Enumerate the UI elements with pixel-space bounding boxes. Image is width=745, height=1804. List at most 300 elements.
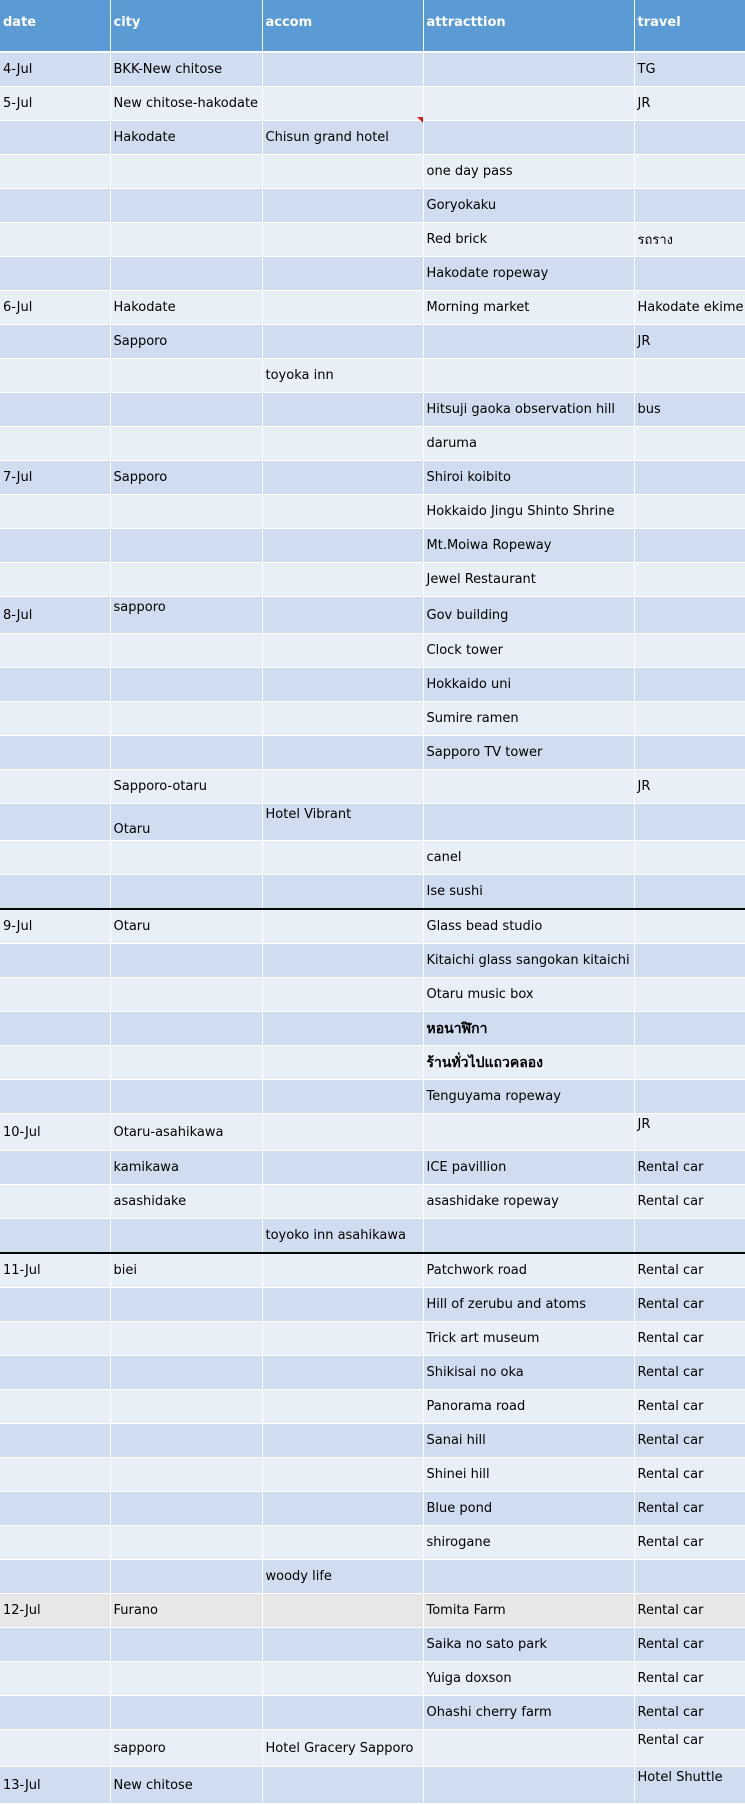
cell-accom[interactable] [262, 1390, 423, 1424]
cell-date[interactable]: 10-Jul [0, 1114, 110, 1151]
cell-city[interactable] [110, 427, 262, 461]
cell-attraction[interactable]: Shiroi koibito [423, 461, 634, 495]
cell-travel[interactable]: Hotel Shuttle [634, 1767, 745, 1804]
cell-attraction[interactable]: Shinei hill [423, 1458, 634, 1492]
cell-city[interactable]: asashidake [110, 1185, 262, 1219]
cell-attraction[interactable]: Sapporo TV tower [423, 736, 634, 770]
cell-city[interactable] [110, 189, 262, 223]
cell-travel[interactable] [634, 461, 745, 495]
cell-city[interactable] [110, 978, 262, 1012]
header-attraction[interactable]: attracttion [423, 0, 634, 52]
cell-date[interactable] [0, 359, 110, 393]
cell-accom[interactable] [262, 1080, 423, 1114]
cell-date[interactable] [0, 495, 110, 529]
cell-city[interactable]: New chitose-hakodate [110, 87, 262, 121]
table-row [0, 1662, 745, 1696]
cell-attraction[interactable] [423, 1560, 634, 1594]
cell-date[interactable] [0, 1526, 110, 1560]
cell-date[interactable] [0, 668, 110, 702]
cell-accom[interactable] [262, 909, 423, 944]
cell-date[interactable]: 5-Jul [0, 87, 110, 121]
cell-attraction[interactable] [423, 1114, 634, 1151]
cell-date[interactable] [0, 1185, 110, 1219]
cell-attraction[interactable]: Ise sushi [423, 875, 634, 910]
cell-attraction[interactable]: Shikisai no oka [423, 1356, 634, 1390]
table-row [0, 1253, 745, 1288]
cell-accom[interactable] [262, 978, 423, 1012]
cell-attraction[interactable] [423, 359, 634, 393]
cell-city[interactable]: kamikawa [110, 1151, 262, 1185]
cell-accom[interactable] [262, 325, 423, 359]
table-row [0, 1560, 745, 1594]
cell-attraction[interactable]: Hitsuji gaoka observation hill [423, 393, 634, 427]
cell-city[interactable]: New chitose [110, 1767, 262, 1804]
cell-travel[interactable]: Rental car [634, 1662, 745, 1696]
cell-attraction[interactable]: Glass bead studio [423, 909, 634, 944]
table-row [0, 1458, 745, 1492]
cell-travel[interactable]: รถราง [634, 223, 745, 257]
cell-attraction[interactable]: Tenguyama ropeway [423, 1080, 634, 1114]
cell-attraction[interactable]: Yuiga doxson [423, 1662, 634, 1696]
table-row [0, 1012, 745, 1046]
cell-attraction[interactable]: Hokkaido Jingu Shinto Shrine [423, 495, 634, 529]
cell-accom[interactable] [262, 1046, 423, 1080]
cell-date[interactable] [0, 702, 110, 736]
cell-accom[interactable] [262, 702, 423, 736]
table-row [0, 944, 745, 978]
cell-city[interactable] [110, 1356, 262, 1390]
cell-accom[interactable] [262, 841, 423, 875]
cell-date[interactable] [0, 257, 110, 291]
cell-city[interactable] [110, 736, 262, 770]
cell-date[interactable] [0, 1219, 110, 1254]
cell-accom[interactable] [262, 1012, 423, 1046]
cell-date[interactable] [0, 393, 110, 427]
cell-accom[interactable] [262, 1458, 423, 1492]
cell-travel[interactable]: Rental car [634, 1390, 745, 1424]
cell-accom[interactable] [262, 875, 423, 910]
table-row [0, 393, 745, 427]
cell-accom[interactable] [262, 597, 423, 634]
cell-city[interactable] [110, 1046, 262, 1080]
cell-city[interactable] [110, 1458, 262, 1492]
cell-travel[interactable] [634, 359, 745, 393]
cell-accom[interactable] [262, 1356, 423, 1390]
cell-city[interactable]: sapporo [110, 597, 262, 634]
table-row [0, 155, 745, 189]
table-row [0, 597, 745, 634]
cell-date[interactable] [0, 634, 110, 668]
cell-travel[interactable]: JR [634, 1114, 745, 1151]
cell-travel[interactable]: Rental car [634, 1696, 745, 1730]
cell-travel[interactable] [634, 529, 745, 563]
cell-attraction[interactable] [423, 121, 634, 155]
cell-accom[interactable] [262, 1322, 423, 1356]
cell-city[interactable]: Hakodate [110, 291, 262, 325]
cell-date[interactable] [0, 155, 110, 189]
table-row [0, 668, 745, 702]
cell-accom[interactable]: woody life [262, 1560, 423, 1594]
cell-attraction[interactable]: Gov building [423, 597, 634, 634]
cell-city[interactable]: Sapporo [110, 461, 262, 495]
cell-accom[interactable] [262, 1492, 423, 1526]
cell-city[interactable] [110, 1219, 262, 1254]
cell-accom[interactable]: Hotel Vibrant [262, 804, 423, 841]
cell-date[interactable] [0, 1151, 110, 1185]
cell-travel[interactable] [634, 804, 745, 841]
cell-city[interactable]: BKK-New chitose [110, 52, 262, 87]
cell-accom[interactable] [262, 1696, 423, 1730]
cell-city[interactable] [110, 1424, 262, 1458]
cell-city[interactable]: Sapporo [110, 325, 262, 359]
cell-accom[interactable] [262, 1662, 423, 1696]
table-row [0, 325, 745, 359]
cell-travel[interactable]: Rental car [634, 1288, 745, 1322]
cell-city[interactable] [110, 634, 262, 668]
cell-travel[interactable] [634, 736, 745, 770]
cell-city[interactable]: sapporo [110, 1730, 262, 1767]
cell-city[interactable]: biei [110, 1253, 262, 1288]
table-row [0, 770, 745, 804]
cell-attraction[interactable]: Mt.Moiwa Ropeway [423, 529, 634, 563]
cell-date[interactable] [0, 1288, 110, 1322]
cell-accom[interactable] [262, 1288, 423, 1322]
cell-date[interactable] [0, 1628, 110, 1662]
cell-city[interactable] [110, 1322, 262, 1356]
cell-accom[interactable] [262, 1526, 423, 1560]
cell-accom[interactable]: Hotel Gracery Sapporo [262, 1730, 423, 1767]
cell-attraction[interactable]: Sanai hill [423, 1424, 634, 1458]
cell-city[interactable] [110, 1390, 262, 1424]
table-row [0, 1594, 745, 1628]
cell-date[interactable]: 12-Jul [0, 1594, 110, 1628]
cell-accom[interactable] [262, 427, 423, 461]
cell-date[interactable]: 4-Jul [0, 52, 110, 87]
cell-attraction[interactable]: Hill of zerubu and atoms [423, 1288, 634, 1322]
cell-travel[interactable] [634, 1560, 745, 1594]
cell-travel[interactable] [634, 1046, 745, 1080]
cell-accom[interactable] [262, 1767, 423, 1804]
cell-attraction[interactable]: Blue pond [423, 1492, 634, 1526]
table-row [0, 1288, 745, 1322]
cell-travel[interactable] [634, 634, 745, 668]
cell-attraction[interactable] [423, 1219, 634, 1254]
table-body [0, 52, 745, 1804]
cell-attraction[interactable]: canel [423, 841, 634, 875]
cell-accom[interactable] [262, 52, 423, 87]
cell-date[interactable] [0, 1560, 110, 1594]
cell-travel[interactable]: Rental car [634, 1185, 745, 1219]
cell-date[interactable] [0, 1730, 110, 1767]
cell-date[interactable] [0, 1458, 110, 1492]
cell-date[interactable] [0, 1390, 110, 1424]
cell-city[interactable] [110, 1526, 262, 1560]
cell-travel[interactable] [634, 1012, 745, 1046]
cell-accom[interactable] [262, 1114, 423, 1151]
cell-attraction[interactable]: Sumire ramen [423, 702, 634, 736]
cell-city[interactable] [110, 563, 262, 597]
cell-city[interactable] [110, 1560, 262, 1594]
cell-attraction[interactable] [423, 804, 634, 841]
cell-travel[interactable] [634, 155, 745, 189]
cell-travel[interactable]: Rental car [634, 1424, 745, 1458]
table-row [0, 634, 745, 668]
table-row [0, 1219, 745, 1254]
cell-date[interactable] [0, 1424, 110, 1458]
cell-travel[interactable] [634, 944, 745, 978]
cell-attraction[interactable]: Tomita Farm [423, 1594, 634, 1628]
cell-accom[interactable]: toyoka inn [262, 359, 423, 393]
header-date[interactable]: date [0, 0, 110, 52]
cell-date[interactable] [0, 121, 110, 155]
table-row [0, 495, 745, 529]
cell-attraction[interactable]: one day pass [423, 155, 634, 189]
table-row [0, 1046, 745, 1080]
cell-accom[interactable] [262, 529, 423, 563]
cell-travel[interactable] [634, 1080, 745, 1114]
table-row [0, 1390, 745, 1424]
cell-attraction[interactable]: Trick art museum [423, 1322, 634, 1356]
table-row [0, 875, 745, 910]
cell-travel[interactable]: JR [634, 325, 745, 359]
cell-attraction[interactable]: หอนาฬิกา [423, 1012, 634, 1046]
cell-city[interactable] [110, 702, 262, 736]
cell-travel[interactable] [634, 121, 745, 155]
cell-travel[interactable]: Rental car [634, 1594, 745, 1628]
cell-accom[interactable] [262, 1594, 423, 1628]
cell-travel[interactable] [634, 668, 745, 702]
cell-attraction[interactable]: Morning market [423, 291, 634, 325]
table-row [0, 1424, 745, 1458]
cell-city[interactable] [110, 1696, 262, 1730]
cell-accom[interactable] [262, 1185, 423, 1219]
cell-accom[interactable] [262, 461, 423, 495]
cell-attraction[interactable]: ICE pavillion [423, 1151, 634, 1185]
cell-accom[interactable] [262, 189, 423, 223]
cell-travel[interactable]: TG [634, 52, 745, 87]
cell-accom[interactable] [262, 668, 423, 702]
cell-accom[interactable] [262, 495, 423, 529]
cell-travel[interactable]: Rental car [634, 1628, 745, 1662]
cell-attraction[interactable]: Patchwork road [423, 1253, 634, 1288]
cell-date[interactable] [0, 1696, 110, 1730]
cell-accom[interactable] [262, 257, 423, 291]
cell-date[interactable]: 7-Jul [0, 461, 110, 495]
cell-travel[interactable]: Rental car [634, 1322, 745, 1356]
table-row [0, 52, 745, 87]
cell-date[interactable] [0, 1046, 110, 1080]
cell-attraction[interactable]: Ohashi cherry farm [423, 1696, 634, 1730]
table-row [0, 1080, 745, 1114]
cell-travel[interactable]: Rental car [634, 1492, 745, 1526]
cell-travel[interactable] [634, 257, 745, 291]
cell-travel[interactable] [634, 909, 745, 944]
table-row [0, 121, 745, 155]
cell-attraction[interactable] [423, 1767, 634, 1804]
cell-travel[interactable] [634, 875, 745, 910]
table-row [0, 804, 745, 841]
table-row [0, 427, 745, 461]
cell-attraction[interactable]: Hakodate ropeway [423, 257, 634, 291]
cell-attraction[interactable] [423, 52, 634, 87]
cell-accom[interactable] [262, 563, 423, 597]
cell-travel[interactable]: Rental car [634, 1730, 745, 1767]
cell-accom[interactable] [262, 393, 423, 427]
cell-city[interactable] [110, 257, 262, 291]
cell-accom[interactable]: toyoko inn asahikawa [262, 1219, 423, 1254]
cell-attraction[interactable]: Goryokaku [423, 189, 634, 223]
cell-city[interactable] [110, 155, 262, 189]
cell-travel[interactable]: JR [634, 87, 745, 121]
cell-date[interactable] [0, 770, 110, 804]
cell-attraction[interactable]: Kitaichi glass sangokan kitaichi [423, 944, 634, 978]
cell-travel[interactable] [634, 495, 745, 529]
table-row [0, 359, 745, 393]
cell-travel[interactable] [634, 427, 745, 461]
cell-accom[interactable] [262, 223, 423, 257]
table-row [0, 702, 745, 736]
cell-city[interactable] [110, 359, 262, 393]
table-row [0, 1356, 745, 1390]
table-row [0, 1526, 745, 1560]
cell-travel[interactable]: Rental car [634, 1253, 745, 1288]
cell-accom[interactable] [262, 1151, 423, 1185]
cell-date[interactable] [0, 841, 110, 875]
cell-travel[interactable]: Rental car [634, 1356, 745, 1390]
cell-city[interactable]: Sapporo-otaru [110, 770, 262, 804]
cell-date[interactable] [0, 189, 110, 223]
cell-attraction[interactable]: Panorama road [423, 1390, 634, 1424]
cell-accom[interactable] [262, 944, 423, 978]
cell-attraction[interactable]: Saika no sato park [423, 1628, 634, 1662]
table-row [0, 223, 745, 257]
table-row [0, 1730, 745, 1767]
cell-date[interactable] [0, 804, 110, 841]
cell-travel[interactable]: Hakodate ekime [634, 291, 745, 325]
table-row [0, 1628, 745, 1662]
cell-city[interactable] [110, 1080, 262, 1114]
cell-travel[interactable]: Rental car [634, 1526, 745, 1560]
cell-accom[interactable] [262, 291, 423, 325]
cell-travel[interactable]: Rental car [634, 1458, 745, 1492]
cell-travel[interactable] [634, 597, 745, 634]
cell-city[interactable] [110, 223, 262, 257]
cell-attraction[interactable] [423, 325, 634, 359]
cell-city[interactable] [110, 1492, 262, 1526]
cell-city[interactable] [110, 1012, 262, 1046]
comment-indicator-icon[interactable] [417, 117, 423, 123]
cell-date[interactable] [0, 529, 110, 563]
cell-attraction[interactable]: daruma [423, 427, 634, 461]
cell-city[interactable] [110, 495, 262, 529]
cell-city[interactable] [110, 841, 262, 875]
cell-city[interactable] [110, 944, 262, 978]
cell-travel[interactable] [634, 978, 745, 1012]
cell-date[interactable] [0, 1080, 110, 1114]
cell-date[interactable] [0, 736, 110, 770]
cell-date[interactable] [0, 1012, 110, 1046]
cell-city[interactable] [110, 875, 262, 910]
header-accom[interactable]: accom [262, 0, 423, 52]
cell-accom[interactable] [262, 1424, 423, 1458]
cell-date[interactable]: 13-Jul [0, 1767, 110, 1804]
cell-city[interactable] [110, 1628, 262, 1662]
table-row [0, 563, 745, 597]
cell-attraction[interactable]: Otaru music box [423, 978, 634, 1012]
header-row [0, 0, 745, 52]
cell-city[interactable]: Hakodate [110, 121, 262, 155]
cell-attraction[interactable]: shirogane [423, 1526, 634, 1560]
cell-date[interactable]: 6-Jul [0, 291, 110, 325]
cell-city[interactable]: Otaru [110, 909, 262, 944]
cell-travel[interactable] [634, 1219, 745, 1254]
cell-city[interactable]: Furano [110, 1594, 262, 1628]
cell-accom[interactable]: Chisun grand hotel [262, 121, 423, 155]
cell-attraction[interactable]: Clock tower [423, 634, 634, 668]
cell-travel[interactable]: Rental car [634, 1151, 745, 1185]
cell-city[interactable]: Otaru [110, 804, 262, 841]
cell-attraction[interactable]: Red brick [423, 223, 634, 257]
cell-accom[interactable] [262, 87, 423, 121]
cell-attraction[interactable]: Hokkaido uni [423, 668, 634, 702]
cell-travel[interactable]: bus [634, 393, 745, 427]
cell-attraction[interactable] [423, 770, 634, 804]
cell-date[interactable] [0, 875, 110, 910]
cell-city[interactable] [110, 668, 262, 702]
cell-date[interactable]: 11-Jul [0, 1253, 110, 1288]
cell-attraction[interactable] [423, 87, 634, 121]
table-row [0, 189, 745, 223]
cell-accom[interactable] [262, 770, 423, 804]
cell-city[interactable] [110, 1662, 262, 1696]
cell-date[interactable] [0, 325, 110, 359]
cell-travel[interactable] [634, 841, 745, 875]
cell-date[interactable] [0, 563, 110, 597]
cell-attraction[interactable]: asashidake ropeway [423, 1185, 634, 1219]
cell-city[interactable] [110, 529, 262, 563]
cell-travel[interactable] [634, 702, 745, 736]
cell-attraction[interactable] [423, 1730, 634, 1767]
cell-date[interactable] [0, 978, 110, 1012]
cell-travel[interactable] [634, 563, 745, 597]
cell-date[interactable] [0, 1492, 110, 1526]
cell-date[interactable]: 8-Jul [0, 597, 110, 634]
cell-city[interactable] [110, 393, 262, 427]
table-row [0, 1492, 745, 1526]
cell-date[interactable] [0, 1322, 110, 1356]
cell-accom[interactable] [262, 1628, 423, 1662]
cell-attraction[interactable]: Jewel Restaurant [423, 563, 634, 597]
cell-date[interactable] [0, 1356, 110, 1390]
header-travel[interactable]: travel [634, 0, 745, 52]
cell-date[interactable] [0, 223, 110, 257]
cell-accom[interactable] [262, 736, 423, 770]
cell-travel[interactable]: JR [634, 770, 745, 804]
cell-date[interactable] [0, 1662, 110, 1696]
cell-travel[interactable] [634, 189, 745, 223]
cell-date[interactable] [0, 944, 110, 978]
cell-accom[interactable] [262, 634, 423, 668]
cell-date[interactable]: 9-Jul [0, 909, 110, 944]
cell-city[interactable] [110, 1288, 262, 1322]
cell-accom[interactable] [262, 155, 423, 189]
cell-accom[interactable] [262, 1253, 423, 1288]
table-row [0, 1114, 745, 1151]
cell-city[interactable]: Otaru-asahikawa [110, 1114, 262, 1151]
cell-date[interactable] [0, 427, 110, 461]
cell-attraction[interactable]: ร้านทั่วไปแถวคลอง [423, 1046, 634, 1080]
header-city[interactable]: city [110, 0, 262, 52]
